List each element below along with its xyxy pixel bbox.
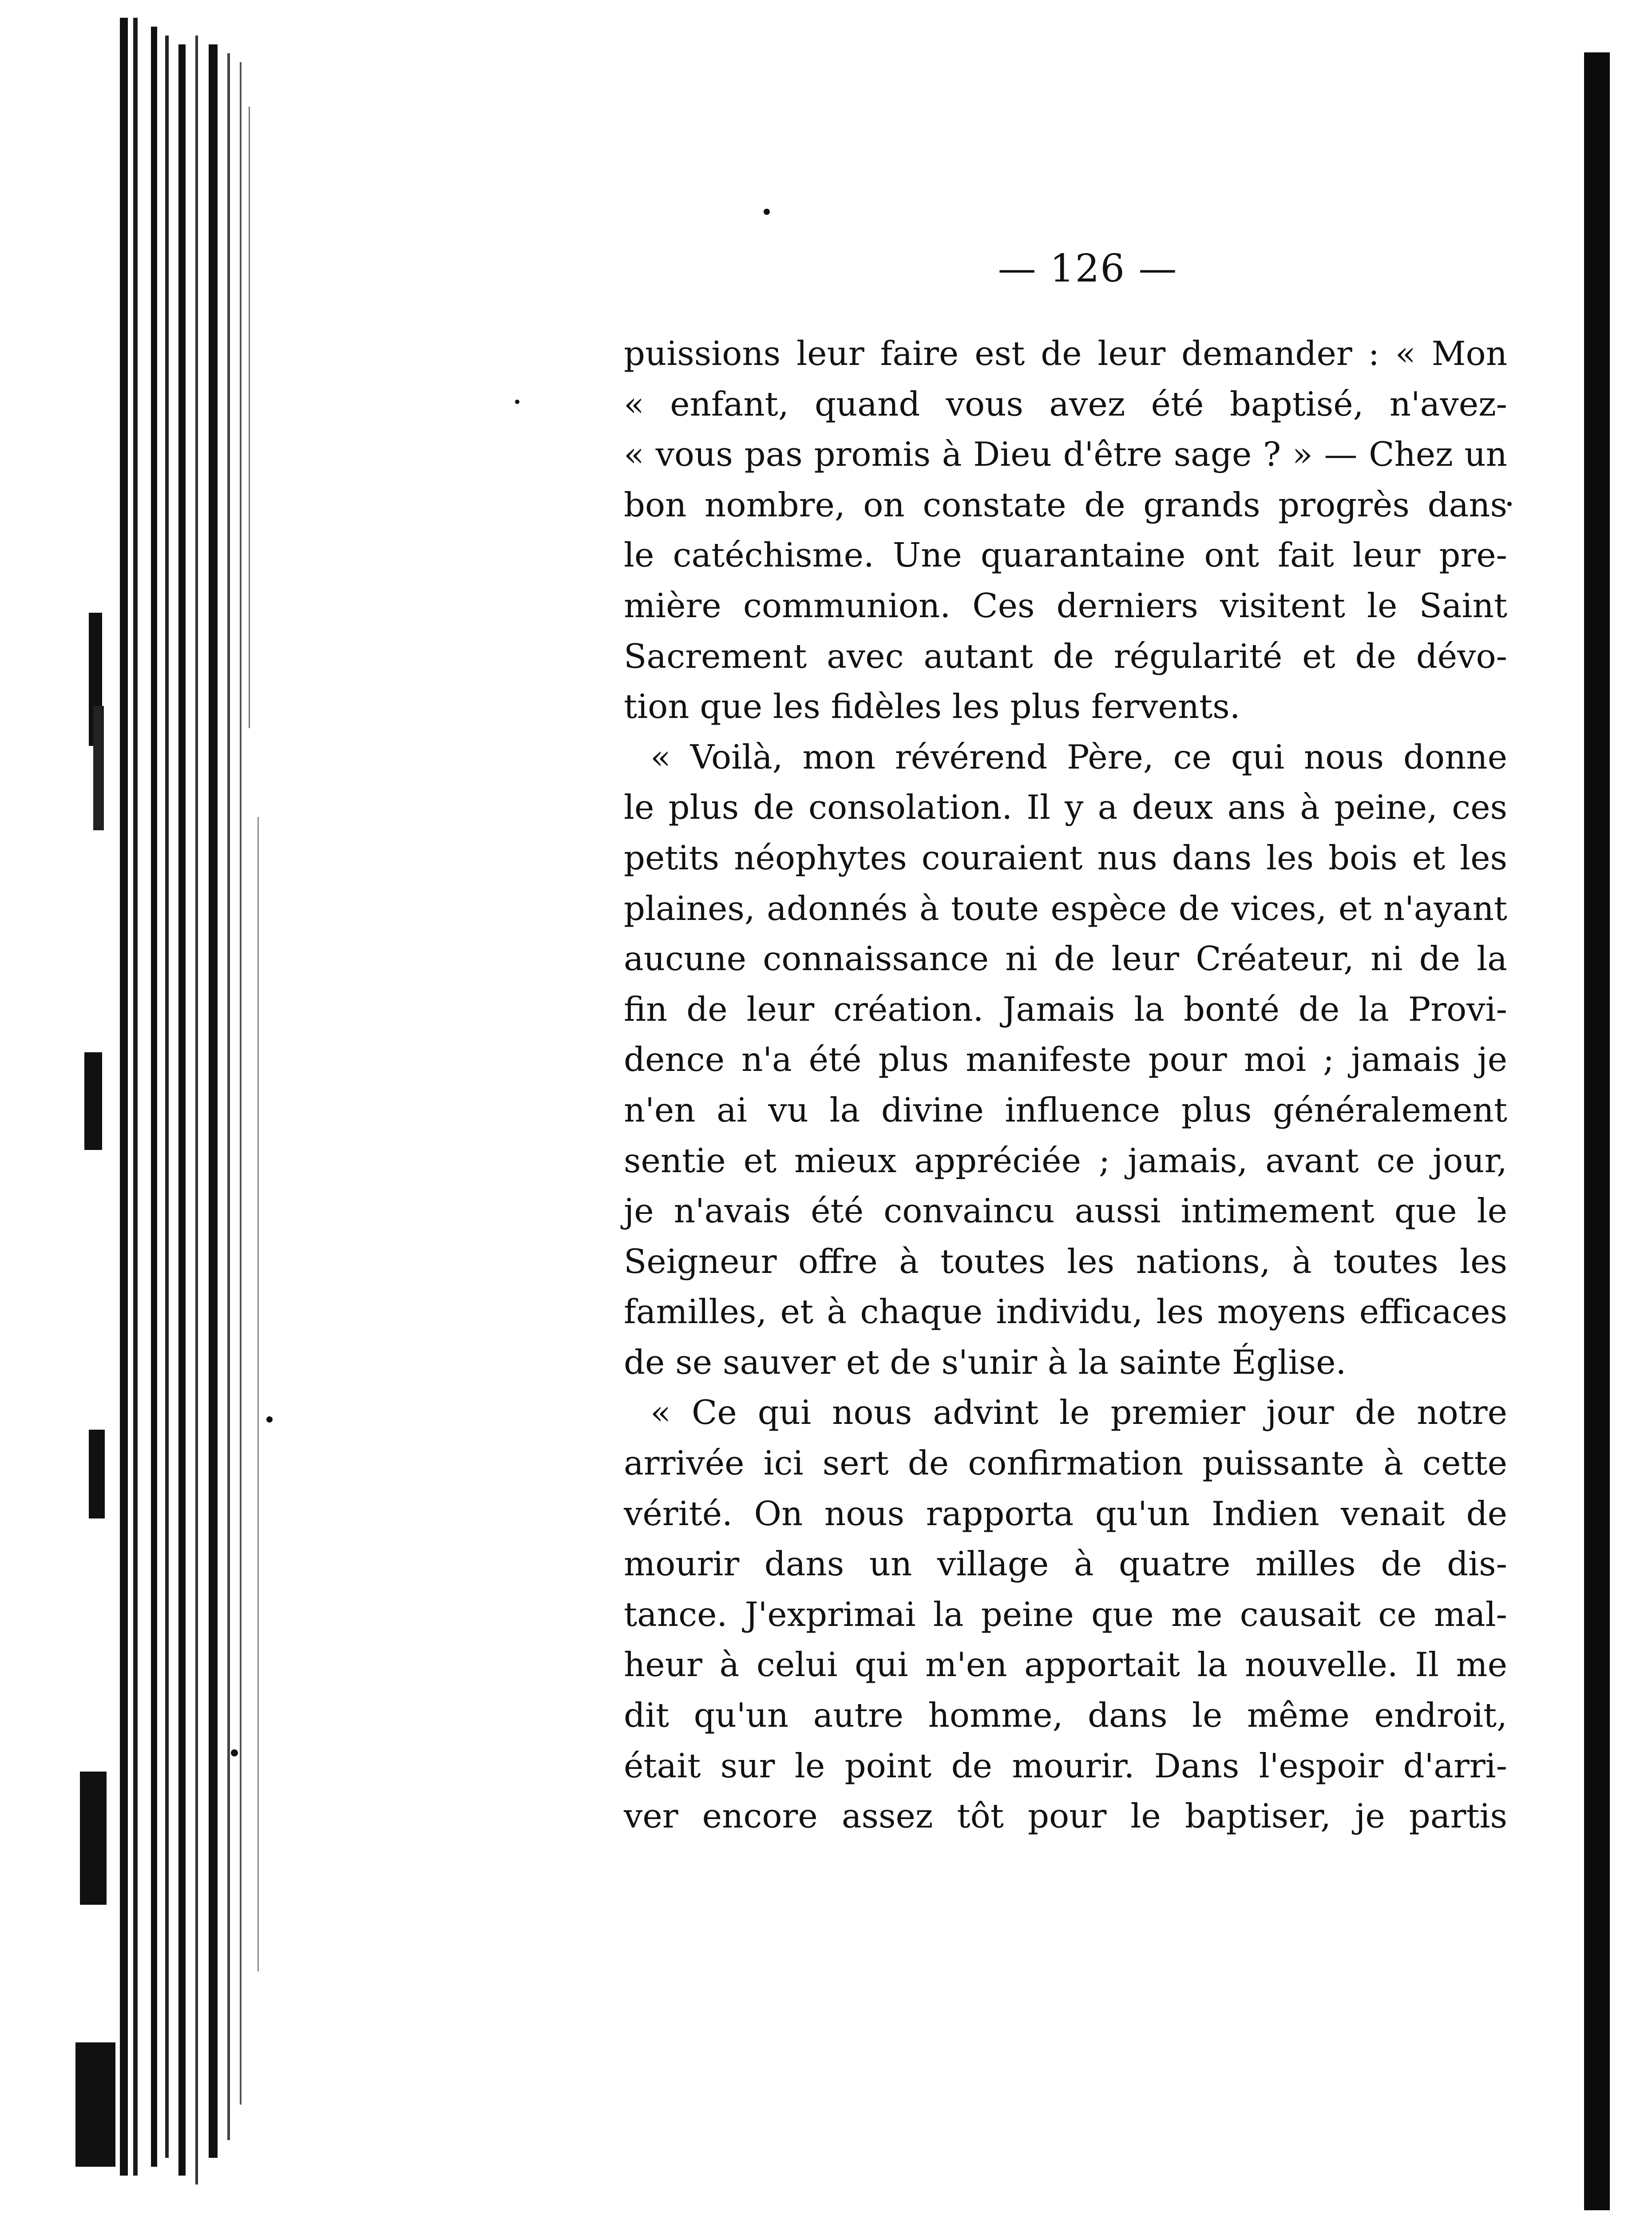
text-line: je n'avais été convaincu aussi intimement que le bbox=[624, 1191, 1507, 1231]
text-line: « Voilà, mon révérend Père, ce qui nous donne bbox=[650, 737, 1507, 777]
text-line: tance. J'exprimai la peine que me causait ce mal- bbox=[624, 1594, 1507, 1634]
text-line: sentie et mieux appréciée ; jamais, avant ce jour, bbox=[624, 1141, 1507, 1180]
scan-speck bbox=[515, 400, 519, 404]
text-line: dence n'a été plus manifeste pour moi ; jamais je bbox=[624, 1040, 1507, 1079]
text-line: dit qu'un autre homme, dans le même endroit, bbox=[624, 1696, 1507, 1735]
binding-scan-artifact bbox=[62, 18, 266, 2193]
text-line: arrivée ici sert de confirmation puissante à cette bbox=[624, 1443, 1507, 1483]
text-line: n'en ai vu la divine influence plus généralement bbox=[624, 1090, 1507, 1130]
right-edge-bar bbox=[1584, 52, 1610, 2210]
text-line: était sur le point de mourir. Dans l'espoir d'arri- bbox=[624, 1746, 1507, 1785]
scan-speck bbox=[764, 209, 770, 215]
text-line: plaines, adonnés à toute espèce de vices, et n'ayant bbox=[624, 888, 1507, 928]
text-line: bon nombre, on constate de grands progrès dans bbox=[624, 485, 1507, 524]
scan-speck bbox=[1507, 502, 1512, 506]
text-line: heur à celui qui m'en apportait la nouvelle. Il me bbox=[624, 1645, 1507, 1685]
text-line: ver encore assez tôt pour le baptiser, je partis bbox=[624, 1796, 1507, 1836]
scan-speck bbox=[266, 1416, 273, 1423]
page-number: — 126 — bbox=[998, 246, 1178, 291]
text-line: « enfant, quand vous avez été baptisé, n'avez- bbox=[624, 384, 1507, 424]
text-line: Sacrement avec autant de régularité et de dévo- bbox=[624, 636, 1507, 676]
text-line: puissions leur faire est de leur demander : « Mon bbox=[624, 334, 1507, 373]
text-line: petits néophytes couraient nus dans les bois et les bbox=[624, 838, 1507, 877]
text-line: le catéchisme. Une quarantaine ont fait leur pre- bbox=[624, 535, 1507, 575]
text-line: mière communion. Ces derniers visitent le Saint bbox=[624, 586, 1507, 625]
text-line: Seigneur offre à toutes les nations, à toutes les bbox=[624, 1241, 1507, 1281]
text-line: mourir dans un village à quatre milles de dis- bbox=[624, 1544, 1507, 1584]
text-line: le plus de consolation. Il y a deux ans à peine, ces bbox=[624, 788, 1507, 827]
text-line: de se sauver et de s'unir à la sainte Église. bbox=[624, 1342, 1347, 1382]
body-text bbox=[624, 329, 1507, 1842]
text-line: « Ce qui nous advint le premier jour de notre bbox=[650, 1393, 1507, 1432]
scan-speck bbox=[231, 1749, 238, 1756]
text-line: fin de leur création. Jamais la bonté de la Provi- bbox=[624, 989, 1507, 1029]
text-line: « vous pas promis à Dieu d'être sage ? » — Chez un bbox=[624, 435, 1507, 474]
text-line: aucune connaissance ni de leur Créateur, ni de la bbox=[624, 939, 1507, 979]
text-line: vérité. On nous rapporta qu'un Indien venait de bbox=[624, 1494, 1507, 1533]
text-line: familles, et à chaque individu, les moyens efficaces bbox=[624, 1292, 1507, 1332]
text-line: tion que les fidèles les plus fervents. bbox=[624, 687, 1240, 726]
